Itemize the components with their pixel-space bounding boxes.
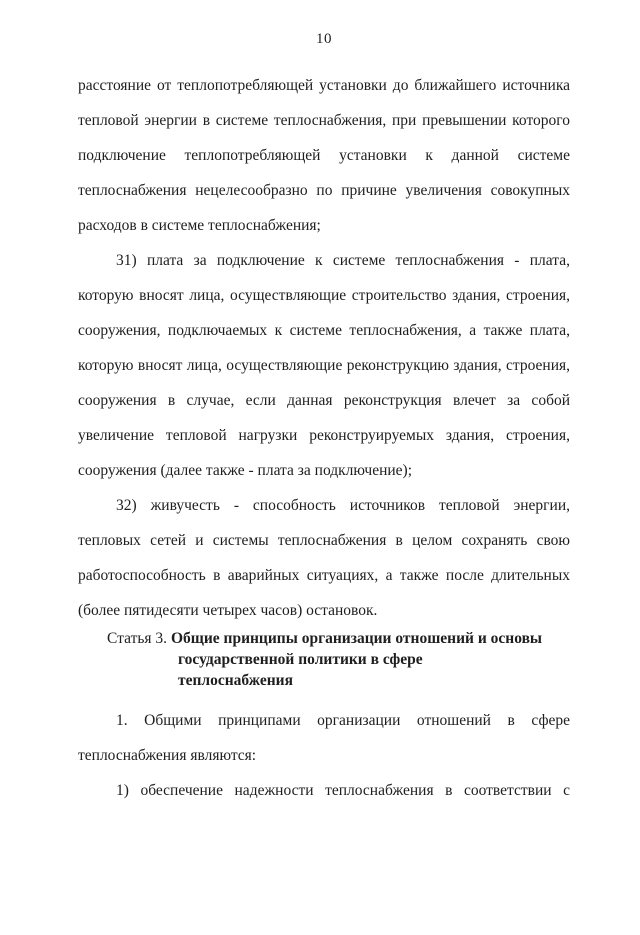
text-line: теплоснабжения нецелесообразно по причине увеличения совокупных	[78, 182, 570, 199]
text-line: теплоснабжения являются:	[78, 747, 257, 764]
text-line: тепловых сетей и системы теплоснабжения в целом сохранять свою	[78, 532, 570, 549]
heading-line: государственной политики в сфере	[178, 651, 423, 668]
text-line: 31) плата за подключение к системе теплоснабжения - плата,	[116, 252, 570, 269]
text-line: сооружения, подключаемых к системе теплоснабжения, а также плата,	[78, 322, 570, 339]
page-number: 10	[316, 31, 332, 47]
text-line: сооружения в случае, если данная реконструкция влечет за собой	[78, 392, 570, 409]
text-line: увеличение тепловой нагрузки реконструируемых здания, строения,	[78, 427, 570, 444]
heading-line: теплоснабжения	[178, 672, 293, 689]
para-definition-continued	[78, 68, 570, 243]
text-line: работоспособность в аварийных ситуациях, а также после длительных	[78, 567, 570, 584]
para-item-32	[78, 488, 570, 628]
heading-text: Общие принципы организации отношений и основы	[170, 630, 543, 647]
text-line: 1. Общими принципами организации отношений в сфере	[116, 712, 570, 729]
text-line: расходов в системе теплоснабжения;	[78, 217, 321, 234]
text-line: сооружения (далее также - плата за подключение);	[78, 462, 413, 479]
para-item-31	[78, 243, 570, 488]
text-line: подключение теплопотребляющей установки к данной системе	[78, 147, 570, 164]
text-line: расстояние от теплопотребляющей установки до ближайшего источника	[78, 77, 570, 94]
para-clause-1	[78, 703, 570, 773]
para-subclause-1	[78, 773, 570, 808]
heading-line	[78, 628, 570, 649]
article-3-heading	[78, 628, 570, 691]
document-body	[78, 68, 570, 808]
text-line: 1) обеспечение надежности теплоснабжения в соответствии с	[116, 782, 570, 799]
text-line: тепловой энергии в системе теплоснабжения, при превышении которого	[78, 112, 570, 129]
article-label: Статья 3.	[107, 630, 171, 647]
text-line: 32) живучесть - способность источников тепловой энергии,	[116, 497, 570, 514]
text-line: (более пятидесяти четырех часов) остановок.	[78, 602, 378, 619]
document-page	[0, 30, 640, 935]
text-line: которую вносят лица, осуществляющие реконструкцию здания, строения,	[78, 357, 570, 374]
text-line: которую вносят лица, осуществляющие строительство здания, строения,	[78, 287, 570, 304]
